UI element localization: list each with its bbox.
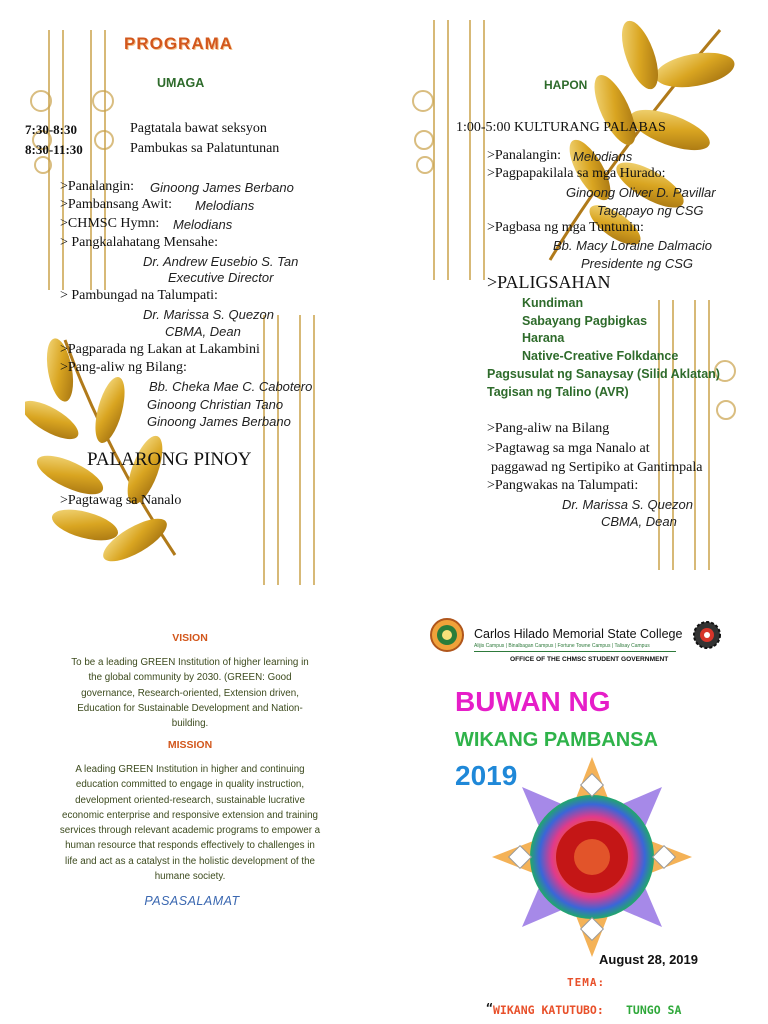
schedule-activity: Pambukas sa Palatuntunan xyxy=(130,141,280,156)
office-label: OFFICE OF THE CHMSC STUDENT GOVERNMENT xyxy=(510,656,669,663)
program-item: paggawad ng Sertipiko at Gantimpala xyxy=(491,460,703,475)
mission-text xyxy=(47,762,333,884)
program-person: Dr. Andrew Eusebio S. Tan xyxy=(143,254,299,269)
mission-line: education committed to engage in quality instruction, xyxy=(75,779,305,791)
college-name: Carlos Hilado Memorial State College xyxy=(474,627,683,641)
program-person: Melodians xyxy=(195,198,255,213)
program-item: >Panalangin: xyxy=(487,148,561,163)
contest-item: Kundiman xyxy=(522,296,584,310)
palarong-pinoy-heading: PALARONG PINOY xyxy=(87,449,252,470)
program-item: >Pang-aliw na Bilang xyxy=(487,421,610,436)
program-person: Bb. Cheka Mae C. Cabotero xyxy=(149,379,313,394)
mission-line: services through relevant academic programs to empower a xyxy=(59,825,321,837)
contest-item: Native-Creative Folkdance xyxy=(522,349,679,363)
program-person: Bb. Macy Loraine Dalmacio xyxy=(553,238,712,253)
schedule-time: 7:30-8:30 xyxy=(25,122,77,137)
program-person-role: CBMA, Dean xyxy=(165,324,241,339)
mission-line: A leading GREEN Institution in higher and continuing xyxy=(75,764,305,775)
vision-text xyxy=(47,655,333,731)
theme-part-1: WIKANG KATUTUBO: xyxy=(493,1003,604,1017)
vision-line: the global community by 2030. (GREEN: Good xyxy=(88,672,292,684)
program-item: >Pang-aliw ng Bilang: xyxy=(60,360,187,375)
mission-heading: MISSION xyxy=(167,739,213,751)
mission-line: development oriented-research, sustainable lucrative xyxy=(75,794,305,806)
program-person-role: Executive Director xyxy=(168,270,274,285)
student-government-seal-icon xyxy=(692,620,722,650)
vision-line: Education for Sustainable Development and Nation- xyxy=(77,702,303,714)
paligsahan-heading: >PALIGSAHAN xyxy=(487,272,611,292)
schedule-activity: Pagtatala bawat seksyon xyxy=(130,121,267,136)
tema-label: TEMA: xyxy=(567,976,606,989)
program-item: >Pagpapakilala sa mga Hurado: xyxy=(487,166,666,181)
program-person-role: CBMA, Dean xyxy=(601,514,677,529)
buwan-ng-title: BUWAN NG xyxy=(455,686,611,717)
program-person: Dr. Marissa S. Quezon xyxy=(562,497,694,512)
program-person-role: Tagapayo ng CSG xyxy=(597,203,704,218)
programa-title: PROGRAMA xyxy=(124,34,234,53)
mission-line: life and act as a catalyst in the holistic development of the xyxy=(65,855,315,867)
program-item: > Pangkalahatang Mensahe: xyxy=(60,235,218,250)
theme-part-2: TUNGO SA xyxy=(626,1003,682,1017)
contest-item: Pagsusulat ng Sanaysay (Silid Aklatan) xyxy=(487,367,720,381)
program-person-role: Presidente ng CSG xyxy=(581,256,694,271)
program-item: >CHMSC Hymn: xyxy=(60,216,160,231)
umaga-heading: UMAGA xyxy=(157,76,205,90)
program-item: >Pagbasa ng mga Tuntunin: xyxy=(487,220,644,235)
afternoon-time: 1:00-5:00 KULTURANG PALABAS xyxy=(456,120,666,135)
program-person: Ginoong Oliver D. Pavillar xyxy=(566,185,716,200)
college-seal-icon xyxy=(430,618,464,652)
contest-item: Harana xyxy=(522,331,565,345)
program-person: Ginoong James Berbano xyxy=(147,414,291,429)
mission-line: humane society. xyxy=(154,871,226,883)
gold-frame-middle-left xyxy=(255,315,325,585)
schedule-time: 8:30-11:30 xyxy=(25,142,83,157)
program-person: Ginoong Christian Tano xyxy=(147,397,284,412)
pasasalamat-heading: PASASALAMAT xyxy=(144,894,240,908)
mission-line: human resource that responds effectively to challenges in xyxy=(65,840,315,852)
program-person: Melodians xyxy=(173,217,233,232)
program-person: Melodians xyxy=(573,149,633,164)
vision-line: To be a leading GREEN Institution of higher learning in xyxy=(71,657,309,668)
program-person: Dr. Marissa S. Quezon xyxy=(143,307,275,322)
campus-list: Alijis Campus | Binalbagan Campus | Fortune Towne Campus | Talisay Campus xyxy=(474,643,650,649)
program-item: >Pagtawag sa Nanalo xyxy=(60,493,182,508)
program-item: >Pagparada ng Lakan at Lakambini xyxy=(60,342,260,357)
mandala-artwork-icon xyxy=(470,752,715,962)
header-divider xyxy=(474,651,676,652)
contest-item: Tagisan ng Talino (AVR) xyxy=(487,385,629,399)
vision-line: governance, Research-oriented, Extension driven, xyxy=(81,687,299,699)
mission-line: economic enterprise and responsive extension and training xyxy=(62,809,318,821)
gold-frame-middle-right xyxy=(650,300,720,570)
program-item: >Pagtawag sa mga Nanalo at xyxy=(487,441,650,456)
wikang-pambansa-title: WIKANG PAMBANSA xyxy=(455,729,658,751)
contest-item: Sabayang Pagbigkas xyxy=(522,314,648,328)
program-person: Ginoong James Berbano xyxy=(150,180,294,195)
program-item: >Pangwakas na Talumpati: xyxy=(487,478,639,493)
vision-line: building. xyxy=(171,718,209,730)
program-item: > Pambungad na Talumpati: xyxy=(60,288,218,303)
event-date: August 28, 2019 xyxy=(599,952,698,967)
theme-quote-mark: “ xyxy=(486,1001,493,1015)
year-title: 2019 xyxy=(455,760,518,791)
gold-scroll-ornament xyxy=(412,90,436,180)
program-item: >Panalangin: xyxy=(60,179,134,194)
program-item: >Pambansang Awit: xyxy=(60,197,172,212)
gold-scroll-ornament xyxy=(92,90,116,180)
hapon-heading: HAPON xyxy=(544,78,588,92)
vision-heading: VISION xyxy=(172,632,208,644)
